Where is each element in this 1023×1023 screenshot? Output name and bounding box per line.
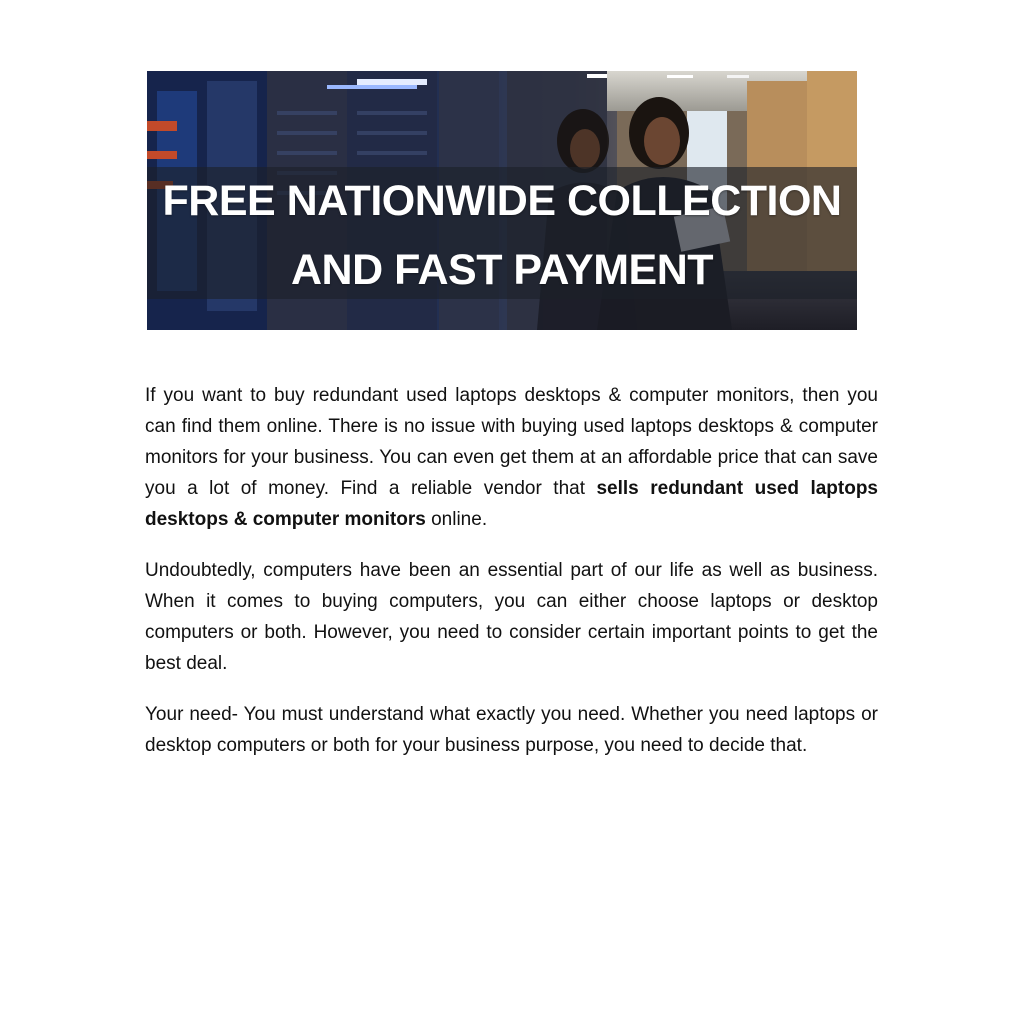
paragraph-1-text-end: online. xyxy=(425,509,488,530)
paragraph-1-text: If you want to buy redundant used laptops desktops & computer monitors, then you can find them online. There is no issue with buying used laptops desktops & computer monitors for your business. You can even get them at an affordable price that can save you a lot of money. Find a reliable vendor that xyxy=(145,385,878,499)
banner-image xyxy=(147,71,857,330)
paragraph-1-bold-phrase: sells redundant used laptops desktops & computer monitors xyxy=(145,478,878,530)
article-body xyxy=(145,380,878,781)
banner-headline-line-2: AND FAST PAYMENT xyxy=(290,246,714,294)
paragraph-3: Your need- You must understand what exactly you need. Whether you need laptops or desktop computers or both for your business purpose, you need to decide that. xyxy=(145,704,878,756)
banner-headline-line-1: FREE NATIONWIDE COLLECTION xyxy=(162,177,842,225)
paragraph-1 xyxy=(145,380,878,535)
paragraph-2: Undoubtedly, computers have been an essential part of our life as well as business. When it comes to buying computers, you can either choose laptops or desktop computers or both. However, you need to consider certain important points to get the best deal. xyxy=(145,560,878,674)
